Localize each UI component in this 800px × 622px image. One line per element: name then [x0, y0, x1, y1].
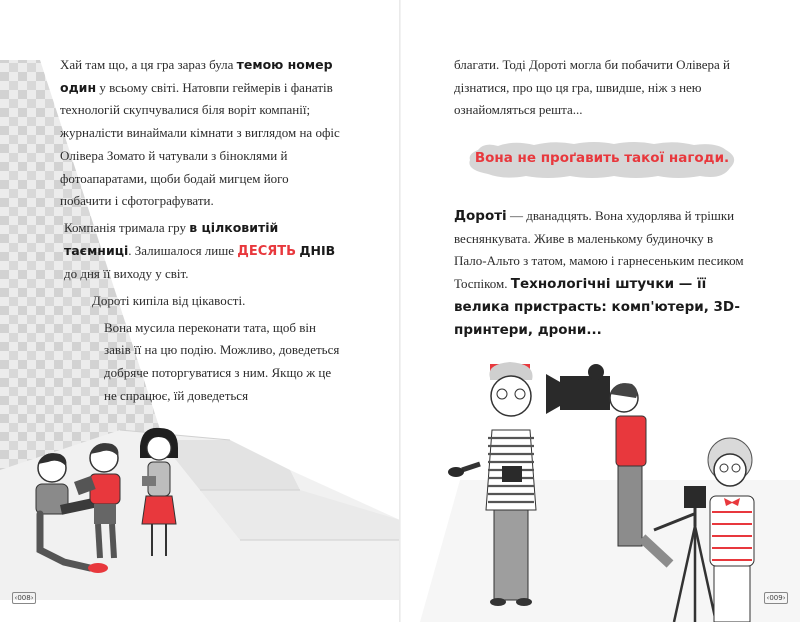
film-crew-illustration: [400, 0, 800, 622]
paragraph: Дороті кипіла від цікавості.: [92, 293, 246, 309]
paragraph: благати. Тоді Дороті могла би побачити Олівера й дізнатися, про що ця гра, швидше, ніж з нею ознайомляться решта...: [454, 57, 730, 118]
text-run: до дня її виходу у світ.: [64, 266, 189, 282]
page-number: ‹008›: [12, 592, 36, 604]
bold-phrase: Технологічні штучки — її велика пристрасть: комп'ютери, 3D-принтери, дрони...: [454, 276, 740, 338]
text-run: . Залишалося лише: [128, 242, 238, 258]
text-run: у всьому світі. Натовпи геймерів і фанатів технологій скупчувалися біля воріт компанії; журналісти винаймали кімнати з виглядом на офіс Олівера Зомато й чатували з біноклями й фотоапаратами, щоби бодай мигцем його побачити і сфотографувати.: [60, 79, 340, 209]
paragraph: Вона мусила переконати тата, щоб він завів її на цю подію. Можливо, доведеться добряче поторгуватися з ним. Якщо ж це не спрацює, їй доведеться: [104, 319, 340, 403]
left-page-text: [60, 54, 342, 408]
right-page: [400, 0, 800, 622]
bold-phrase: Дороті: [454, 208, 507, 224]
page-number-value: 009: [769, 594, 783, 602]
bold-phrase: ДНІВ: [299, 242, 336, 258]
paragraph: [60, 217, 342, 286]
page-number-value: 008: [17, 594, 31, 602]
reporter-with-microphone: [448, 362, 536, 606]
text-run: Компанія тримала гру: [64, 219, 190, 235]
bold-phrase: темою номер один: [60, 57, 333, 95]
curly-haired-boy: [708, 438, 754, 622]
paragraph: [60, 54, 342, 213]
bold-phrase: в цілковитій таємниці: [64, 219, 279, 258]
page-number: ‹009›: [764, 592, 788, 604]
callout-text: Вона не проґавить такої нагоди.: [474, 150, 730, 166]
text-run: Хай там що, а ця гра зараз була: [60, 57, 237, 72]
text-run: — дванадцять. Вона худорлява й трішки веснянкувата. Живе в маленькому будиночку в Пало-Альто з татом, мамою і гарнесеньким песиком Тоспіком.: [454, 208, 744, 292]
red-highlight: ДЕСЯТЬ: [237, 243, 297, 259]
cameraman: [546, 364, 670, 564]
